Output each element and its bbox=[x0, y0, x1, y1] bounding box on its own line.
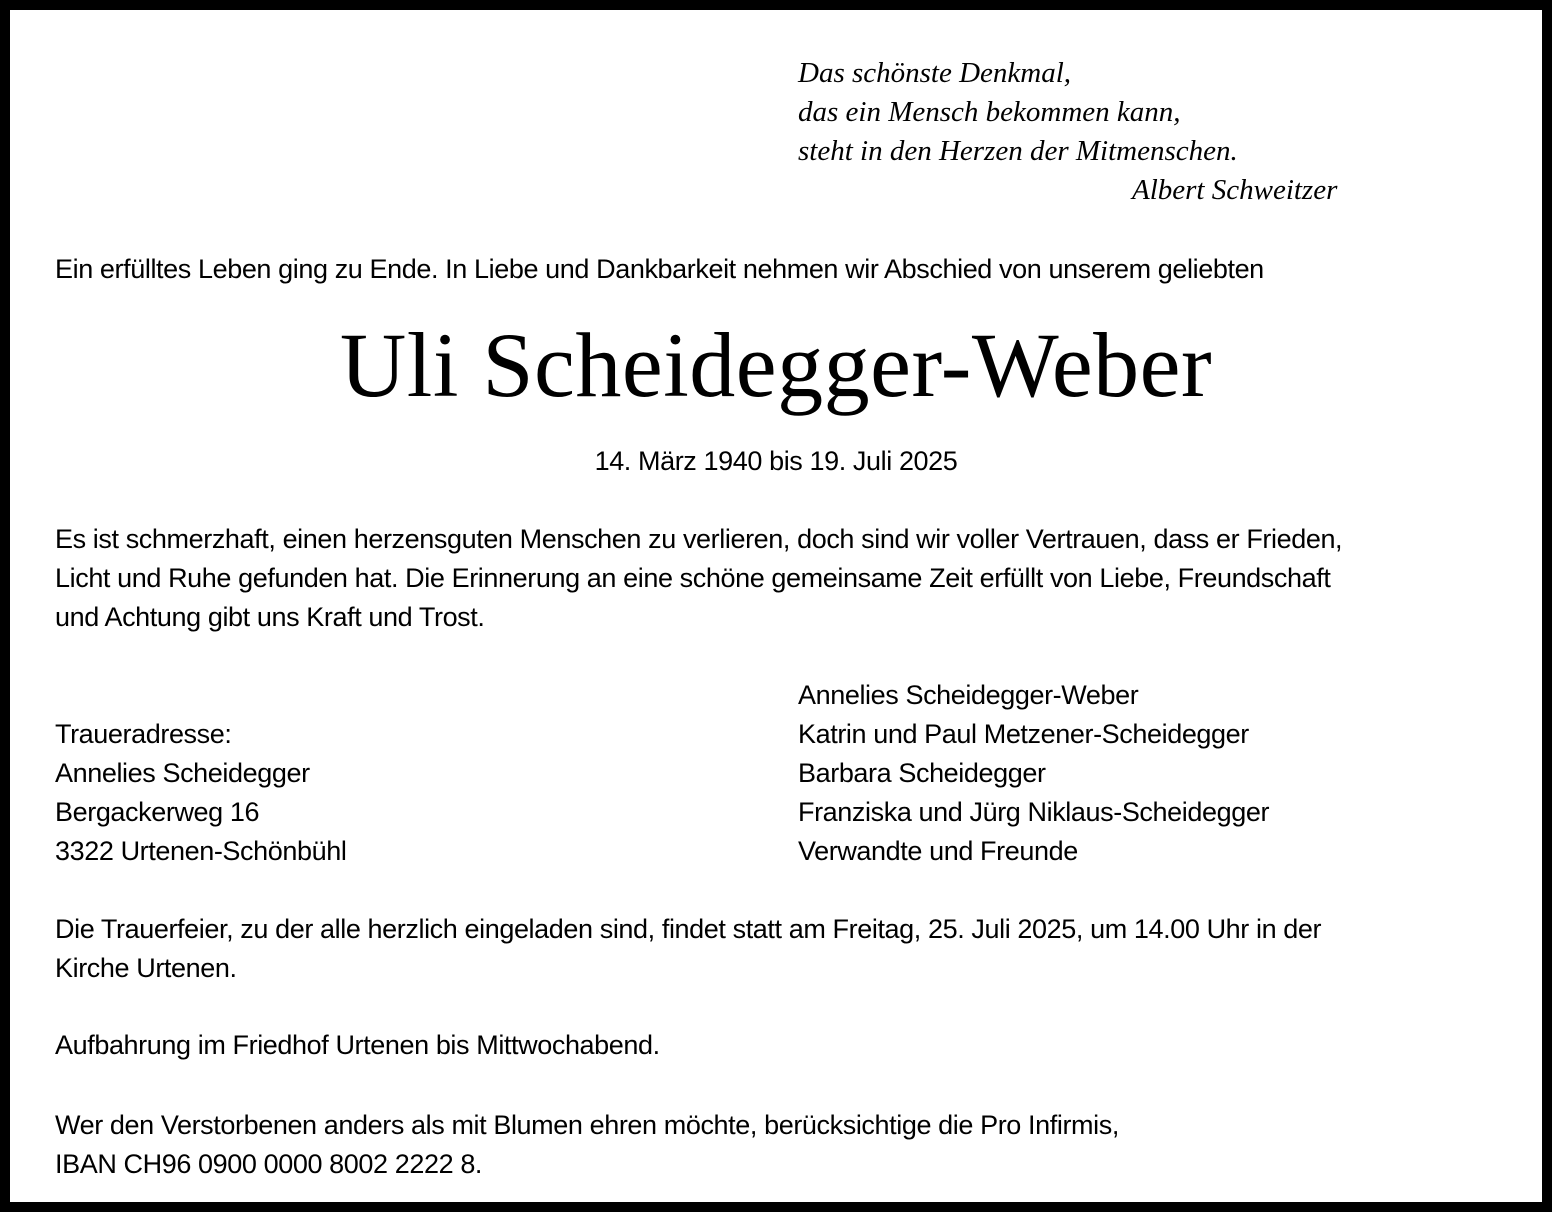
epigraph-quote bbox=[798, 54, 1337, 210]
deceased-name: Uli Scheidegger-Weber bbox=[339, 314, 1213, 416]
address-label: Traueradresse: bbox=[55, 719, 232, 749]
paragraph-line: Es ist schmerzhaft, einen herzensguten Menschen zu verlieren, doch sind wir voller Vertrauen, dass er Frieden, bbox=[55, 524, 1343, 554]
paragraph-line: und Achtung gibt uns Kraft und Trost. bbox=[55, 602, 485, 632]
intro-text: Ein erfülltes Leben ging zu Ende. In Liebe und Dankbarkeit nehmen wir Abschied von unserem geliebten bbox=[55, 254, 1264, 284]
ceremony-line: Die Trauerfeier, zu der alle herzlich eingeladen sind, findet statt am Freitag, 25. Juli 2025, um 14.00 Uhr in der bbox=[55, 914, 1322, 944]
address-street: Bergackerweg 16 bbox=[55, 797, 260, 827]
donation-iban: IBAN CH96 0900 0000 8002 2222 8. bbox=[55, 1149, 483, 1179]
donation-line: Wer den Verstorbenen anders als mit Blumen ehren möchte, berücksichtige die Pro Infirmis, bbox=[55, 1110, 1119, 1140]
address-city: 3322 Urtenen-Schönbühl bbox=[55, 836, 347, 866]
mourner-entry: Barbara Scheidegger bbox=[798, 758, 1046, 788]
donation-info bbox=[55, 1106, 1119, 1184]
address-name: Annelies Scheidegger bbox=[55, 758, 310, 788]
mourners-list bbox=[798, 676, 1269, 871]
viewing-line: Aufbahrung im Friedhof Urtenen bis Mittwochabend. bbox=[55, 1030, 660, 1060]
quote-line: Das schönste Denkmal, bbox=[798, 57, 1072, 89]
mourning-address bbox=[55, 715, 346, 871]
ceremony-line: Kirche Urtenen. bbox=[55, 953, 237, 983]
mourner-entry: Franziska und Jürg Niklaus-Scheidegger bbox=[798, 797, 1270, 827]
funeral-ceremony-info bbox=[55, 910, 1321, 988]
viewing-info bbox=[55, 1026, 660, 1065]
quote-line: das ein Mensch bekommen kann, bbox=[798, 96, 1181, 128]
paragraph-line: Licht und Ruhe gefunden hat. Die Erinnerung an eine schöne gemeinsame Zeit erfüllt von Liebe, Freundschaft bbox=[55, 563, 1331, 593]
quote-author: Albert Schweitzer bbox=[1132, 174, 1338, 206]
quote-line: steht in den Herzen der Mitmenschen. bbox=[798, 135, 1238, 167]
life-dates: 14. März 1940 bis 19. Juli 2025 bbox=[594, 446, 958, 476]
condolence-paragraph bbox=[55, 520, 1342, 637]
mourner-entry: Annelies Scheidegger-Weber bbox=[798, 680, 1139, 710]
mourner-entry: Verwandte und Freunde bbox=[798, 836, 1078, 866]
mourner-entry: Katrin und Paul Metzener-Scheidegger bbox=[798, 719, 1249, 749]
